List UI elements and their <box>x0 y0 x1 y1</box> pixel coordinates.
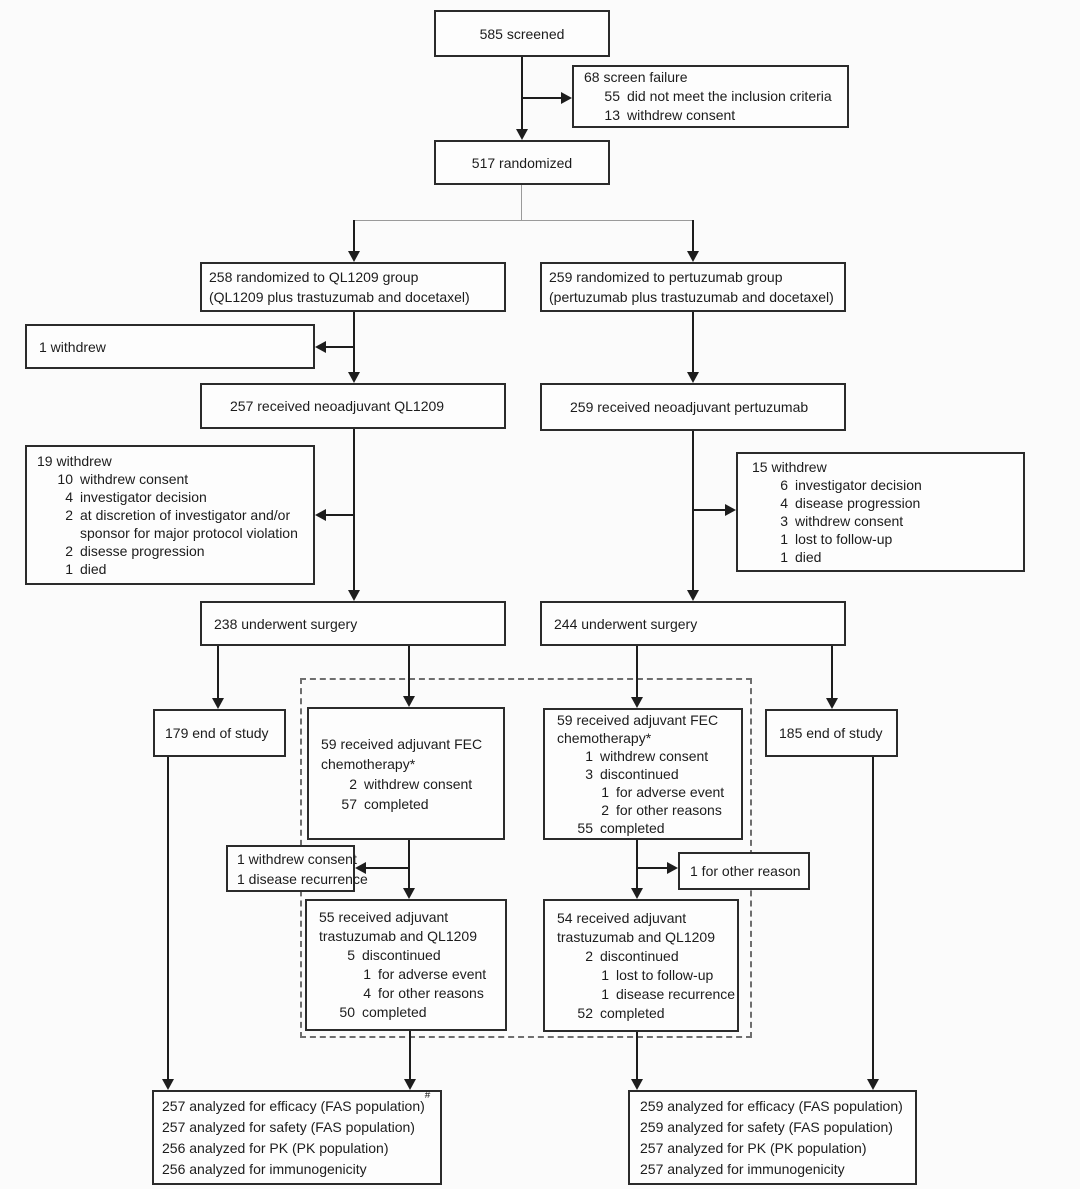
line-text: 256 analyzed for immunogenicity <box>162 1160 367 1177</box>
box-arm-pertuzumab <box>540 262 846 312</box>
box-line <box>162 1138 440 1159</box>
line-number: 1 <box>780 549 788 565</box>
line-text: 68 screen failure <box>584 69 688 85</box>
connector-adjuvant-to-analysis-ql1209 <box>409 1031 411 1080</box>
arrowhead-to-fec-pertuzumab <box>631 697 643 708</box>
box-line <box>557 909 737 928</box>
connector-to-withdrew-19 <box>326 514 354 516</box>
box-line <box>319 946 505 965</box>
line-text: withdrew consent <box>795 513 904 529</box>
line-number: 3 <box>780 513 788 529</box>
box-surgery-pertuzumab <box>540 601 846 646</box>
line-number: 3 <box>585 766 593 782</box>
line-number: 2 <box>65 543 73 559</box>
box-randomized-text: 517 randomized <box>471 154 573 171</box>
box-line <box>162 1117 440 1138</box>
box-line <box>549 267 844 287</box>
connector-neoadjuvant-to-surgery-ql1209 <box>353 429 355 591</box>
box-line <box>37 470 313 488</box>
line-text: withdrew consent <box>80 471 189 487</box>
arrowhead-to-adjuvant-ql1209 <box>403 888 415 899</box>
box-adjuvant-pertuzumab <box>543 899 739 1032</box>
box-line <box>557 747 741 765</box>
box-line <box>557 801 741 819</box>
box-line <box>37 542 313 560</box>
line-text: investigator decision <box>795 477 922 493</box>
line-text: 55 received adjuvant <box>319 909 449 925</box>
connector-fec-to-adjuvant-ql1209 <box>408 840 410 889</box>
box-neoadjuvant-ql1209 <box>200 383 506 429</box>
box-line <box>319 927 505 946</box>
line-number: 5 <box>347 947 355 963</box>
arrowhead-adjuvant-to-analysis-ql1209 <box>404 1079 416 1090</box>
box-line <box>752 548 1023 566</box>
box-fec-pertuzumab <box>543 708 743 840</box>
box-line <box>640 1159 915 1180</box>
line-text: completed <box>600 820 665 836</box>
line-number: 2 <box>601 802 609 818</box>
box-line <box>557 711 741 729</box>
box-withdrew-15 <box>736 452 1025 572</box>
line-number: 4 <box>780 495 788 511</box>
line-number: 1 <box>65 561 73 577</box>
connector-end-of-study-to-analysis-ql1209 <box>167 757 169 1080</box>
line-number: 52 <box>577 1004 593 1021</box>
box-screened <box>434 10 610 57</box>
arrowhead-adjuvant-to-analysis-pertuzumab <box>631 1079 643 1090</box>
box-line <box>319 908 505 927</box>
line-number: 1 <box>780 531 788 547</box>
line-text: discontinued <box>600 947 679 964</box>
box-screened-text: 585 screened <box>479 25 565 42</box>
line-text: lost to follow-up <box>616 966 714 983</box>
arrowhead-to-interruption-pertuzumab <box>667 862 678 874</box>
box-line <box>162 1089 440 1117</box>
box-line <box>557 765 741 783</box>
line-number: 1 <box>601 966 609 983</box>
line-text: 257 analyzed for PK (PK population) <box>640 1139 867 1156</box>
footnote-marker: # <box>424 1089 431 1101</box>
line-text: completed <box>362 1004 427 1020</box>
arrowhead-to-withdrew-19 <box>315 509 326 521</box>
line-text: trastuzumab and QL1209 <box>557 928 715 945</box>
line-text: chemotherapy* <box>321 755 416 772</box>
box-line <box>237 849 357 869</box>
box-line <box>237 869 368 889</box>
box-line <box>752 458 1023 476</box>
arrowhead-to-screen-failure <box>561 92 572 104</box>
box-line <box>557 947 737 966</box>
arrowhead-to-neoadjuvant-pertuzumab <box>687 372 699 383</box>
line-number: 55 <box>604 88 620 104</box>
arrowhead-to-fec-ql1209 <box>403 696 415 707</box>
box-end-of-study-pertuzumab <box>765 709 898 757</box>
connector-neoadjuvant-to-surgery-pertuzumab <box>692 431 694 591</box>
box-line <box>319 1003 505 1022</box>
line-text: disesse progression <box>80 543 205 559</box>
line-text: investigator decision <box>80 489 207 505</box>
line-text: chemotherapy* <box>557 730 652 746</box>
box-line <box>321 794 503 814</box>
box-line <box>549 287 844 307</box>
arrowhead-to-surgery-ql1209 <box>348 590 360 601</box>
line-text: disease recurrence <box>616 985 736 1002</box>
line-number: 4 <box>65 489 73 505</box>
box-line <box>557 819 741 837</box>
box-line <box>37 488 313 506</box>
box-line <box>209 287 504 307</box>
connector-surgery-to-end-of-study-ql1209 <box>217 646 219 699</box>
line-number: 57 <box>341 795 357 812</box>
box-neoadjuvant-pertuzumab <box>540 383 846 431</box>
box-line <box>584 87 847 106</box>
connector-to-interruption-pertuzumab <box>637 867 668 869</box>
line-text: 259 randomized to pertuzumab group <box>549 269 783 285</box>
box-line <box>640 1117 915 1138</box>
connector-to-arm-ql1209 <box>353 220 355 251</box>
arrowhead-to-arm-ql1209 <box>348 251 360 262</box>
line-number: 13 <box>604 107 620 123</box>
line-number: 1 <box>601 985 609 1002</box>
box-line <box>557 966 737 985</box>
line-text: lost to follow-up <box>795 531 893 547</box>
line-number: 50 <box>339 1004 355 1020</box>
line-number: 10 <box>57 471 73 487</box>
line-text: for adverse event <box>378 966 487 982</box>
line-text: discontinued <box>362 947 441 963</box>
arrowhead-to-surgery-pertuzumab <box>687 590 699 601</box>
connector-randomization-branch <box>353 220 693 221</box>
line-text: 1 disease recurrence <box>237 870 368 887</box>
box-line <box>752 494 1023 512</box>
box-randomized <box>434 140 610 185</box>
box-line <box>321 774 503 794</box>
line-text: 257 analyzed for immunogenicity <box>640 1160 845 1177</box>
box-line <box>752 530 1023 548</box>
box-withdrew-1-text: 1 withdrew <box>39 338 106 355</box>
box-line <box>752 512 1023 530</box>
line-text: 259 analyzed for safety (FAS population) <box>640 1118 893 1135</box>
connector-end-of-study-to-analysis-pertuzumab <box>872 757 874 1080</box>
connector-to-withdrew-1 <box>326 346 354 348</box>
line-text: 1 withdrew consent <box>237 850 357 867</box>
arrowhead-eos-to-analysis-pertuzumab <box>867 1079 879 1090</box>
arrowhead-to-withdrew-15 <box>725 504 736 516</box>
box-surgery-ql1209-text: 238 underwent surgery <box>214 615 358 632</box>
box-surgery-pertuzumab-text: 244 underwent surgery <box>554 615 698 632</box>
arrowhead-screened-to-randomized <box>516 129 528 140</box>
line-text: 259 analyzed for efficacy (FAS population) <box>640 1097 903 1114</box>
line-text: for other reasons <box>378 985 484 1001</box>
arrowhead-to-end-of-study-ql1209 <box>212 698 224 709</box>
box-line <box>321 754 503 774</box>
connector-arm-to-neoadjuvant-pertuzumab <box>692 312 694 373</box>
arrowhead-to-arm-pertuzumab <box>687 251 699 262</box>
line-number: 4 <box>363 985 371 1001</box>
arrowhead-to-neoadjuvant-ql1209 <box>348 372 360 383</box>
line-text: died <box>795 549 822 565</box>
connector-to-withdrew-15 <box>693 509 726 511</box>
box-interruption-pertuzumab-text: 1 for other reason <box>690 863 801 879</box>
box-analysis-pertuzumab <box>628 1090 917 1185</box>
box-neoadjuvant-ql1209-text: 257 received neoadjuvant QL1209 <box>230 398 445 414</box>
connector-arm-to-neoadjuvant-ql1209 <box>353 312 355 373</box>
line-text: 15 withdrew <box>752 459 827 475</box>
connector-fec-to-adjuvant-pertuzumab <box>636 840 638 889</box>
connector-surgery-to-fec-ql1209 <box>408 646 410 697</box>
box-interruption-pertuzumab <box>678 852 810 890</box>
box-end-of-study-pertuzumab-text: 185 end of study <box>779 725 883 741</box>
line-text: died <box>80 561 107 577</box>
box-line <box>584 68 847 87</box>
box-analysis-ql1209 <box>152 1090 442 1185</box>
line-text: sponsor for major protocol violation <box>80 525 298 541</box>
arrowhead-to-withdrew-1 <box>315 341 326 353</box>
line-number: 1 <box>585 748 593 764</box>
connector-randomized-stub <box>521 185 522 221</box>
box-end-of-study-ql1209-text: 179 end of study <box>165 725 269 741</box>
connector-to-interruption-ql1209 <box>366 867 409 869</box>
box-line <box>37 506 313 524</box>
box-fec-ql1209 <box>307 707 505 840</box>
line-text: withdrew consent <box>600 748 709 764</box>
line-text: 19 withdrew <box>37 453 112 469</box>
line-text: (QL1209 plus trastuzumab and docetaxel) <box>209 289 470 305</box>
box-arm-ql1209 <box>200 262 506 312</box>
line-text: withdrew consent <box>364 775 473 792</box>
connector-to-screen-failure <box>522 97 562 99</box>
line-text: trastuzumab and QL1209 <box>319 928 477 944</box>
line-number: 6 <box>780 477 788 493</box>
line-text: (pertuzumab plus trastuzumab and docetaxel) <box>549 289 834 305</box>
line-text: completed <box>364 795 429 812</box>
connector-screened-to-randomized <box>521 57 523 130</box>
arrowhead-to-adjuvant-pertuzumab <box>631 888 643 899</box>
arrowhead-eos-to-analysis-ql1209 <box>162 1079 174 1090</box>
line-text: 54 received adjuvant <box>557 909 687 926</box>
line-number: 2 <box>65 507 73 523</box>
line-text: completed <box>600 1004 665 1021</box>
box-line <box>640 1138 915 1159</box>
line-number: 55 <box>577 820 593 836</box>
box-line <box>37 452 313 470</box>
connector-surgery-to-end-of-study-pertuzumab <box>831 646 833 699</box>
box-line <box>319 965 505 984</box>
line-number: 1 <box>601 784 609 800</box>
box-line <box>37 524 313 542</box>
line-number: 2 <box>585 947 593 964</box>
box-adjuvant-ql1209 <box>305 899 507 1031</box>
box-line <box>557 985 737 1004</box>
box-line <box>752 476 1023 494</box>
box-end-of-study-ql1209 <box>153 709 286 757</box>
line-text: 256 analyzed for PK (PK population) <box>162 1139 389 1156</box>
line-text: 257 analyzed for safety (FAS population) <box>162 1118 415 1135</box>
line-text: discontinued <box>600 766 679 782</box>
line-text: for adverse event <box>616 784 725 800</box>
line-text: for other reasons <box>616 802 722 818</box>
box-neoadjuvant-pertuzumab-text: 259 received neoadjuvant pertuzumab <box>570 399 809 415</box>
line-text: 258 randomized to QL1209 group <box>209 269 419 285</box>
arrowhead-to-end-of-study-pertuzumab <box>826 698 838 709</box>
line-text: did not meet the inclusion criteria <box>627 88 832 104</box>
box-line <box>162 1159 440 1180</box>
line-text: 59 received adjuvant FEC <box>557 712 719 728</box>
line-text: disease progression <box>795 495 921 511</box>
box-withdrew-19 <box>25 445 315 585</box>
box-line <box>209 267 504 287</box>
box-line <box>557 783 741 801</box>
box-line <box>319 984 505 1003</box>
connector-adjuvant-to-analysis-pertuzumab <box>636 1032 638 1080</box>
connector-to-arm-pertuzumab <box>692 220 694 251</box>
box-screen-failure <box>572 65 849 128</box>
line-number: 2 <box>349 775 357 792</box>
box-line <box>584 106 847 125</box>
box-line <box>321 734 503 754</box>
line-text: 257 analyzed for efficacy (FAS population) <box>162 1097 425 1114</box>
connector-surgery-to-fec-pertuzumab <box>636 646 638 698</box>
line-text: 59 received adjuvant FEC <box>321 735 483 752</box>
box-withdrew-1 <box>25 324 315 369</box>
line-text: at discretion of investigator and/or <box>80 507 291 523</box>
box-surgery-ql1209 <box>200 601 506 646</box>
box-line <box>557 1004 737 1023</box>
box-line <box>37 560 313 578</box>
box-line <box>640 1096 915 1117</box>
box-line <box>557 729 741 747</box>
line-text: withdrew consent <box>627 107 736 123</box>
box-interruption-ql1209 <box>226 845 368 892</box>
box-line <box>557 928 737 947</box>
line-number: 1 <box>363 966 371 982</box>
